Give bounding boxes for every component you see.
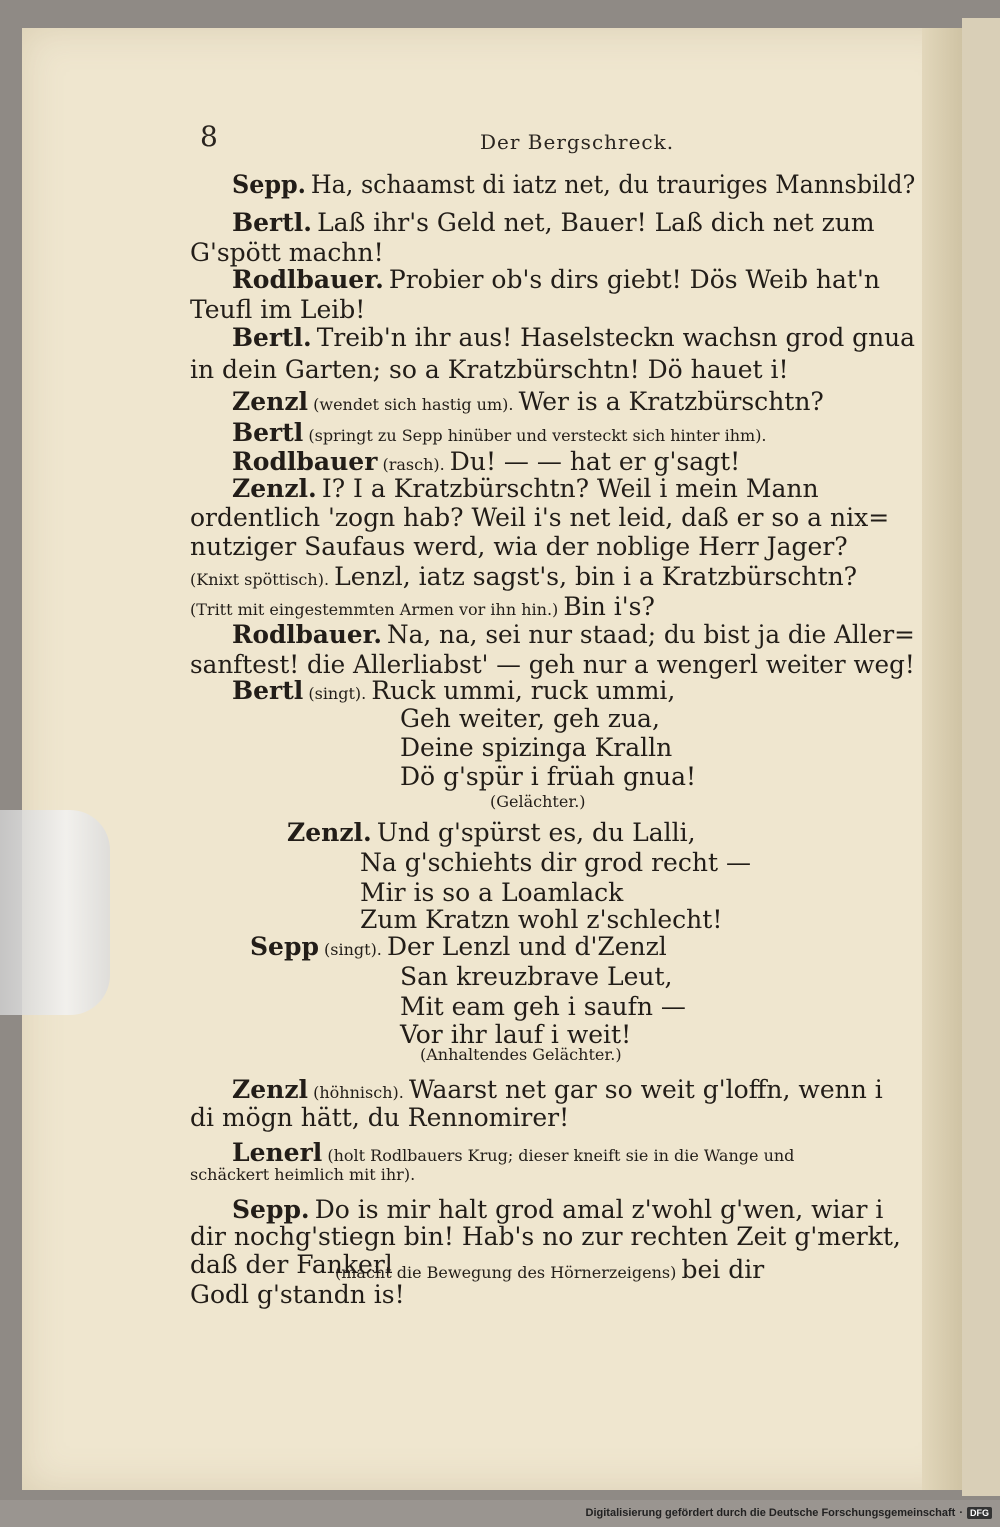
dialogue-text: daß der Fankerl bbox=[190, 1250, 393, 1279]
dialogue-text: Teufl im Leib! bbox=[190, 295, 366, 324]
speaker-name: Sepp. bbox=[232, 1195, 310, 1224]
text-line bbox=[190, 592, 655, 621]
speaker-name: Zenzl bbox=[232, 1075, 309, 1104]
text-line bbox=[400, 992, 686, 1021]
speaker-name: Sepp bbox=[250, 932, 319, 961]
text-line bbox=[232, 170, 915, 199]
speaker-name: Bertl bbox=[232, 418, 304, 447]
speaker-name: Bertl. bbox=[232, 208, 312, 237]
text-line bbox=[190, 295, 365, 324]
text-line bbox=[360, 848, 751, 877]
dialogue-text: in dein Garten; so a Kratzbürschtn! Dö hauet i! bbox=[190, 355, 789, 384]
text-line bbox=[190, 238, 384, 267]
stage-direction: (rasch). bbox=[382, 455, 445, 474]
text-line bbox=[420, 1045, 622, 1064]
dialogue-text: Treib'n ihr aus! Haselsteckn wachsn grod gnua bbox=[316, 323, 916, 352]
page-edge-shadow bbox=[922, 28, 962, 1490]
stage-direction: (wendet sich hastig um). bbox=[313, 395, 514, 414]
text-line bbox=[232, 474, 819, 503]
dialogue-text: sanftest! die Allerliabst' — geh nur a wengerl weiter weg! bbox=[190, 650, 915, 679]
text-line bbox=[400, 762, 696, 791]
text-line bbox=[250, 932, 667, 961]
text-line bbox=[190, 532, 848, 561]
text-line bbox=[400, 962, 672, 991]
speaker-name: Bertl. bbox=[232, 323, 312, 352]
speaker-name: Lenerl bbox=[232, 1138, 323, 1167]
text-line bbox=[232, 676, 675, 705]
text-line bbox=[232, 447, 740, 476]
dialogue-text: Ha, schaamst di iatz net, du trauriges Mannsbild? bbox=[310, 170, 916, 199]
text-line bbox=[232, 1138, 794, 1167]
dialogue-text: dir nochg'stiegn bin! Hab's no zur rechten Zeit g'merkt, bbox=[190, 1222, 901, 1251]
text-line bbox=[232, 418, 767, 447]
text-line bbox=[232, 620, 915, 649]
text-line bbox=[400, 733, 672, 762]
dialogue-text: di mögn hätt, du Rennomirer! bbox=[190, 1103, 570, 1132]
stage-direction: (Anhaltendes Gelächter.) bbox=[420, 1045, 622, 1064]
dialogue-text: Na g'schiehts dir grod recht — bbox=[360, 848, 751, 877]
page-number: 8 bbox=[200, 120, 218, 153]
dialogue-text: Der Lenzl und d'Zenzl bbox=[386, 932, 667, 961]
dialogue-text: Mit eam geh i saufn — bbox=[400, 992, 686, 1021]
dialogue-text: Geh weiter, geh zua, bbox=[400, 704, 660, 733]
dialogue-text: ordentlich 'zogn hab? Weil i's net leid, daß er so a nix= bbox=[190, 503, 890, 532]
dialogue-text: bei dir bbox=[681, 1255, 765, 1284]
text-line bbox=[232, 1075, 883, 1104]
dfg-logo-icon: DFG bbox=[967, 1507, 992, 1519]
dialogue-text: Dö g'spür i früah gnua! bbox=[400, 762, 697, 791]
stage-direction: (macht die Bewegung des Hörnerzeigens) bbox=[335, 1263, 677, 1282]
speaker-name: Bertl bbox=[232, 676, 304, 705]
text-line bbox=[232, 1195, 883, 1224]
text-line bbox=[190, 355, 789, 384]
text-line bbox=[490, 792, 586, 811]
dialogue-text: Na, na, sei nur staad; du bist ja die Aller= bbox=[386, 620, 915, 649]
text-line bbox=[232, 387, 824, 416]
dialogue-text: Zum Kratzn wohl z'schlecht! bbox=[360, 905, 723, 934]
dialogue-text: I? I a Kratzbürschtn? Weil i mein Mann bbox=[321, 474, 819, 503]
dialogue-text: Godl g'standn is! bbox=[190, 1280, 405, 1309]
stage-direction: (holt Rodlbauers Krug; dieser kneift sie in die Wange und bbox=[327, 1146, 795, 1165]
text-line bbox=[190, 1280, 405, 1309]
dialogue-text: Deine spizinga Kralln bbox=[400, 733, 673, 762]
stage-direction: (höhnisch). bbox=[313, 1083, 404, 1102]
text-line bbox=[232, 208, 875, 237]
footer-text: Digitalisierung gefördert durch die Deutsche Forschungsgemeinschaft bbox=[585, 1507, 956, 1519]
dialogue-text: nutziger Saufaus werd, wia der noblige Herr Jager? bbox=[190, 532, 848, 561]
dialogue-text: Ruck ummi, ruck ummi, bbox=[371, 676, 676, 705]
dialogue-text: Mir is so a Loamlack bbox=[360, 878, 624, 907]
stage-direction: (Knixt spöttisch). bbox=[190, 570, 330, 589]
text-line bbox=[190, 503, 889, 532]
stage-direction: (singt). bbox=[324, 940, 382, 959]
text-line bbox=[190, 650, 915, 679]
text-line bbox=[190, 1222, 901, 1251]
speaker-name: Rodlbauer. bbox=[232, 265, 384, 294]
text-line bbox=[360, 878, 623, 907]
text-line bbox=[400, 704, 660, 733]
dialogue-text: Und g'spürst es, du Lalli, bbox=[376, 818, 696, 847]
dialogue-text: Bin i's? bbox=[563, 592, 655, 621]
dialogue-text: Do is mir halt grod amal z'wohl g'wen, wiar i bbox=[314, 1195, 884, 1224]
speaker-name: Sepp. bbox=[232, 170, 306, 199]
stage-direction: schäckert heimlich mit ihr). bbox=[190, 1165, 416, 1184]
text-line bbox=[190, 1165, 415, 1184]
dialogue-text: Vor ihr lauf i weit! bbox=[400, 1020, 632, 1049]
speaker-name: Zenzl bbox=[232, 387, 309, 416]
text-line bbox=[232, 323, 915, 352]
dialogue-text: G'spött machn! bbox=[190, 238, 384, 267]
dialogue-text: Probier ob's dirs giebt! Dös Weib hat'n bbox=[388, 265, 880, 294]
dialogue-text: Laß ihr's Geld net, Bauer! Laß dich net zum bbox=[317, 208, 875, 237]
page-clip-holder bbox=[0, 810, 110, 1015]
speaker-name: Zenzl. bbox=[232, 474, 317, 503]
text-line bbox=[190, 562, 857, 591]
stage-direction: (singt). bbox=[308, 684, 367, 703]
text-line bbox=[360, 905, 722, 934]
text-line bbox=[190, 1103, 569, 1132]
adjacent-page-edge bbox=[962, 18, 1000, 1496]
stage-direction: (Gelächter.) bbox=[490, 792, 586, 811]
separator-dot: · bbox=[959, 1507, 963, 1519]
text-line bbox=[287, 818, 696, 847]
dialogue-text: Wer is a Kratzbürschtn? bbox=[518, 387, 824, 416]
dialogue-text: Du! — — hat er g'sagt! bbox=[449, 447, 741, 476]
speaker-name: Zenzl. bbox=[287, 818, 372, 847]
text-line bbox=[232, 265, 880, 294]
dialogue-text: Waarst net gar so weit g'loffn, wenn i bbox=[408, 1075, 883, 1104]
dialogue-text: San kreuzbrave Leut, bbox=[400, 962, 673, 991]
speaker-name: Rodlbauer. bbox=[232, 620, 382, 649]
stage-direction: (springt zu Sepp hinüber und versteckt sich hinter ihm). bbox=[308, 426, 767, 445]
speaker-name: Rodlbauer bbox=[232, 447, 378, 476]
stage-direction: (Tritt mit eingestemmten Armen vor ihn hin.) bbox=[190, 600, 559, 619]
dialogue-text: Lenzl, iatz sagst's, bin i a Kratzbürschtn? bbox=[334, 562, 858, 591]
running-head: Der Bergschreck. bbox=[480, 130, 675, 154]
digitization-footer bbox=[586, 1507, 992, 1519]
